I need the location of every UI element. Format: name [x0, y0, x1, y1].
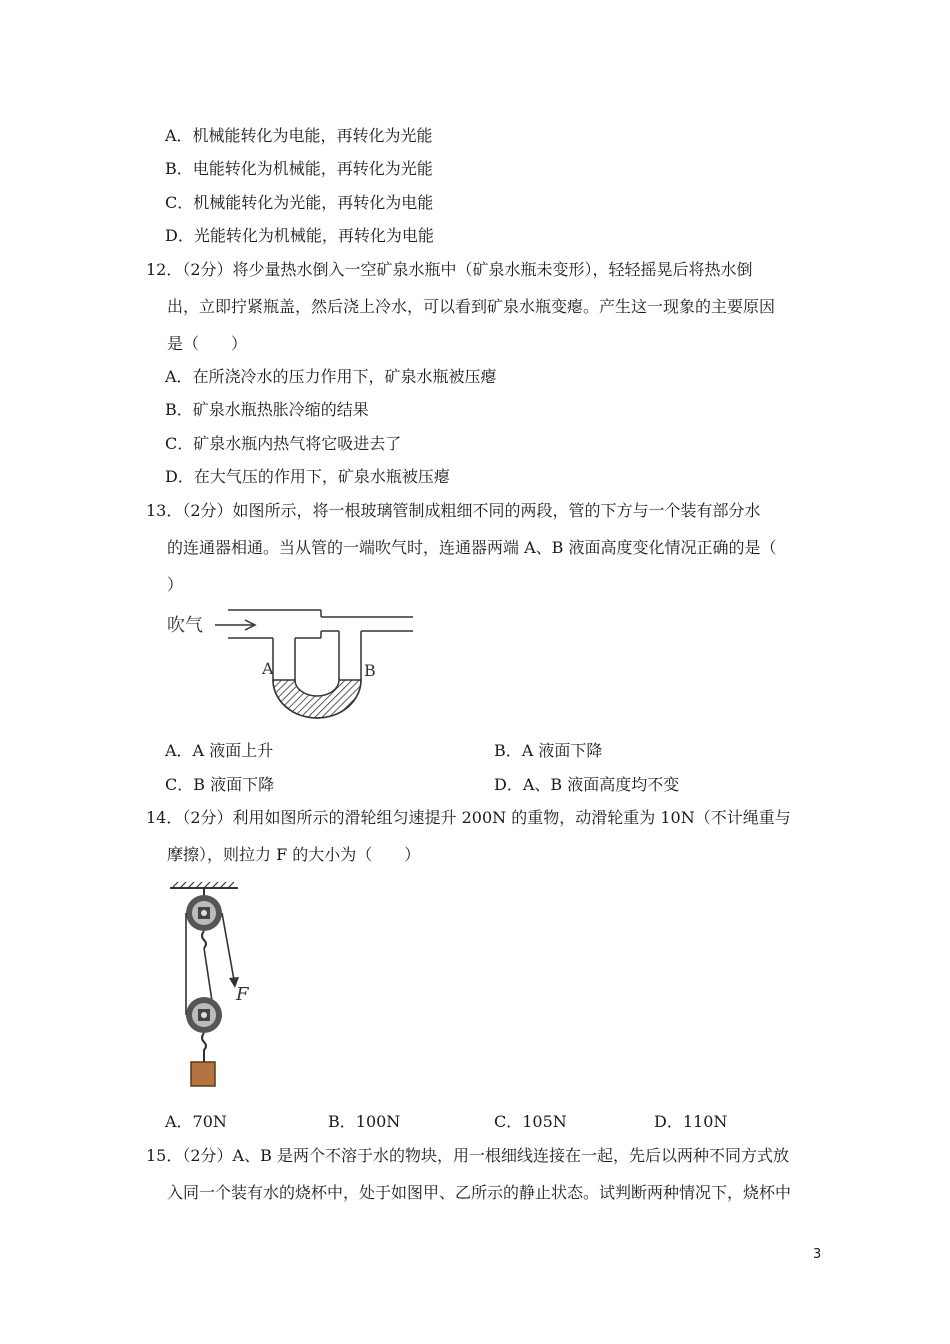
q12-stem-line-1: 12．（2分）将少量热水倒入一空矿泉水瓶中（矿泉水瓶未变形），轻轻摇晃后将热水倒 — [146, 260, 753, 279]
q12-option-d: D．在大气压的作用下，矿泉水瓶被压瘪 — [165, 467, 450, 486]
q13-stem-line-2: 的连通器相通。当从管的一端吹气时，连通器两端 A、B 液面高度变化情况正确的是（ — [167, 538, 777, 557]
force-label: F — [236, 984, 249, 1005]
page-number: 3 — [813, 1247, 822, 1262]
q14-option-b: B．100N — [328, 1112, 401, 1131]
q13-option-b: B．A 液面下降 — [494, 741, 603, 760]
q13-stem-line-1: 13．（2分）如图所示，将一根玻璃管制成粗细不同的两段，管的下方与一个装有部分水 — [146, 501, 761, 520]
q12-option-c: C．矿泉水瓶内热气将它吸进去了 — [165, 434, 402, 453]
q11-option-d: D．光能转化为机械能，再转化为电能 — [165, 226, 434, 245]
q12-stem-line-2: 出，立即拧紧瓶盖，然后浇上冷水，可以看到矿泉水瓶变瘪。产生这一现象的主要原因 — [167, 297, 776, 316]
q14-pulley-figure — [168, 880, 268, 1090]
q14-stem-line-2: 摩擦），则拉力 F 的大小为（ ） — [167, 845, 421, 864]
q14-option-c: C．105N — [494, 1112, 567, 1131]
blow-arrow — [215, 620, 255, 630]
label-a: A — [262, 659, 274, 678]
glass-tube — [228, 610, 413, 680]
q14-option-a: A．70N — [165, 1112, 227, 1131]
q15-stem-line-2: 入同一个装有水的烧杯中，处于如图甲、乙所示的静止状态。试判断两种情况下，烧杯中 — [167, 1183, 792, 1202]
q14-option-d: D．110N — [654, 1112, 728, 1131]
q13-option-c: C．B 液面下降 — [165, 775, 275, 794]
q13-stem-line-3: ） — [167, 575, 184, 594]
q14-stem-line-1: 14．（2分）利用如图所示的滑轮组匀速提升 200N 的重物，动滑轮重为 10N（不计绳重与 — [146, 808, 791, 827]
weight-block — [191, 1062, 215, 1086]
q11-option-c: C．机械能转化为光能，再转化为电能 — [165, 193, 434, 212]
ceiling — [170, 882, 238, 888]
q13-option-a: A．A 液面上升 — [165, 741, 274, 760]
fixed-pulley — [186, 895, 222, 931]
q11-option-a: A．机械能转化为电能，再转化为光能 — [165, 126, 433, 145]
q12-option-b: B．矿泉水瓶热胀冷缩的结果 — [165, 400, 369, 419]
label-b: B — [364, 661, 376, 680]
blow-label: 吹气 — [167, 615, 203, 636]
q13-option-d: D．A、B 液面高度均不变 — [494, 775, 680, 794]
q12-stem-line-3: 是（ ） — [167, 334, 248, 353]
q13-connected-tube-figure — [165, 605, 425, 725]
q12-option-a: A．在所浇冷水的压力作用下，矿泉水瓶被压瘪 — [165, 367, 497, 386]
q15-stem-line-1: 15．（2分）A、B 是两个不溶于水的物块，用一根细线连接在一起，先后以两种不同方式放 — [146, 1146, 789, 1165]
water-hatched — [273, 680, 361, 718]
q11-option-b: B．电能转化为机械能，再转化为光能 — [165, 159, 433, 178]
movable-pulley — [186, 997, 222, 1033]
